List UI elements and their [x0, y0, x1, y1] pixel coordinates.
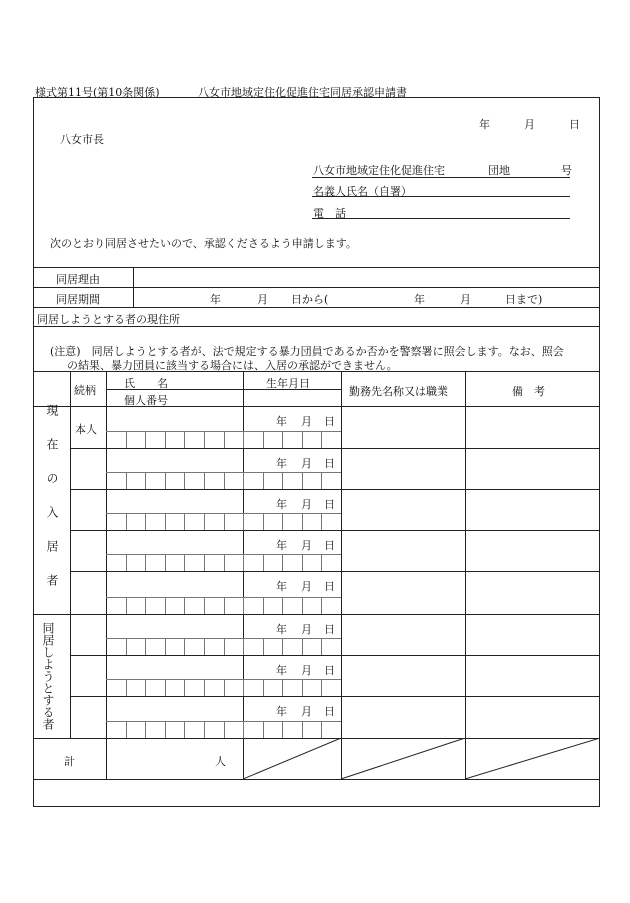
- room-label: 号: [561, 164, 572, 177]
- name-label: 名義人氏名（自署）: [313, 185, 412, 198]
- id-number-cell-divider: [321, 554, 322, 571]
- birth-year-label: 年: [276, 498, 287, 511]
- birth-year-label: 年: [276, 580, 287, 593]
- id-number-cell-divider: [204, 431, 205, 448]
- birth-month-label: 月: [301, 705, 312, 718]
- id-number-cell-divider: [145, 513, 146, 530]
- id-number-cell-divider: [145, 554, 146, 571]
- id-number-cell-divider: [321, 597, 322, 614]
- id-number-cell-divider: [145, 431, 146, 448]
- id-number-cell-divider: [184, 721, 185, 738]
- self-label: 本人: [75, 423, 97, 436]
- id-number-cell-divider: [263, 638, 264, 655]
- id-number-cell-divider: [282, 554, 283, 571]
- housing-underline: [312, 177, 570, 178]
- id-number-cell-divider: [165, 597, 166, 614]
- id-number-cell-divider: [282, 638, 283, 655]
- id-number-cell-divider: [321, 513, 322, 530]
- id-number-cell-divider: [224, 431, 225, 448]
- id-number-cell-divider: [126, 513, 127, 530]
- id-number-cell-divider: [184, 431, 185, 448]
- total-row-slashes: [243, 738, 600, 779]
- id-number-cell-divider: [126, 721, 127, 738]
- id-number-cell-divider: [243, 472, 244, 489]
- id-number-cell-divider: [184, 597, 185, 614]
- phone-underline: [312, 218, 570, 219]
- note-line1: (注意) 同居しようとする者が、法で規定する暴力団員であるか否かを警察署に照会します。なお、照会: [50, 345, 564, 358]
- total-label: 計: [64, 755, 75, 768]
- id-number-cell-divider: [243, 597, 244, 614]
- cohabitants-label: 同居しようとする者: [41, 622, 55, 730]
- birth-day-label: 日: [324, 623, 335, 636]
- id-number-cell-divider: [243, 554, 244, 571]
- id-number-cell-divider: [224, 472, 225, 489]
- id-number-cell-divider: [243, 721, 244, 738]
- id-number-cell-divider: [302, 638, 303, 655]
- date-month: 月: [524, 118, 535, 131]
- id-number-cell-divider: [282, 513, 283, 530]
- id-number-cell-divider: [282, 679, 283, 696]
- birth-month-label: 月: [301, 498, 312, 511]
- id-number-cell-divider: [321, 638, 322, 655]
- id-number-cell-divider: [165, 721, 166, 738]
- name-underline: [312, 196, 570, 197]
- id-number-cell-divider: [126, 554, 127, 571]
- id-number-cell-divider: [282, 431, 283, 448]
- address-label: 同居しようとする者の現住所: [37, 313, 180, 326]
- id-number-cell-divider: [302, 472, 303, 489]
- id-number-cell-divider: [184, 513, 185, 530]
- birth-day-label: 日: [324, 415, 335, 428]
- id-number-cell-divider: [321, 679, 322, 696]
- id-number-cell-divider: [321, 721, 322, 738]
- id-number-cell-divider: [282, 472, 283, 489]
- id-number-cell-divider: [204, 597, 205, 614]
- id-number-cell-divider: [224, 554, 225, 571]
- birth-month-label: 月: [301, 415, 312, 428]
- id-number-cell-divider: [243, 513, 244, 530]
- id-number-cell-divider: [165, 431, 166, 448]
- id-number-cell-divider: [204, 721, 205, 738]
- id-number-cell-divider: [165, 679, 166, 696]
- form-number: 様式第11号(第10条関係): [35, 86, 160, 99]
- birth-year-label: 年: [276, 705, 287, 718]
- id-number-cell-divider: [302, 554, 303, 571]
- id-number-cell-divider: [224, 597, 225, 614]
- persons-label: 人: [215, 755, 226, 768]
- id-number-cell-divider: [282, 597, 283, 614]
- id-number-cell-divider: [204, 513, 205, 530]
- id-number-cell-divider: [224, 638, 225, 655]
- id-number-cell-divider: [282, 721, 283, 738]
- col-id-number: 個人番号: [124, 394, 168, 407]
- id-number-cell-divider: [263, 472, 264, 489]
- id-number-cell-divider: [321, 431, 322, 448]
- id-number-cell-divider: [165, 513, 166, 530]
- col-workplace: 勤務先名称又は職業: [349, 385, 448, 398]
- id-number-cell-divider: [302, 721, 303, 738]
- request-text: 次のとおり同居させたいので、承認くださるよう申請します。: [50, 237, 357, 250]
- id-number-cell-divider: [126, 638, 127, 655]
- id-number-cell-divider: [243, 679, 244, 696]
- id-number-cell-divider: [184, 554, 185, 571]
- id-number-cell-divider: [302, 679, 303, 696]
- phone-label: 電 話: [313, 207, 346, 220]
- id-number-cell-divider: [263, 721, 264, 738]
- id-number-cell-divider: [126, 431, 127, 448]
- id-number-cell-divider: [204, 554, 205, 571]
- birth-day-label: 日: [324, 705, 335, 718]
- id-number-cell-divider: [321, 472, 322, 489]
- id-number-cell-divider: [224, 513, 225, 530]
- birth-year-label: 年: [276, 539, 287, 552]
- id-number-cell-divider: [184, 679, 185, 696]
- birth-year-label: 年: [276, 457, 287, 470]
- id-number-cell-divider: [145, 721, 146, 738]
- id-number-cell-divider: [263, 597, 264, 614]
- period-label: 同居期間: [56, 293, 100, 306]
- birth-year-label: 年: [276, 623, 287, 636]
- id-number-cell-divider: [145, 597, 146, 614]
- date-year: 年: [479, 118, 490, 131]
- id-number-cell-divider: [165, 472, 166, 489]
- birth-month-label: 月: [301, 539, 312, 552]
- form-frame: [33, 97, 600, 807]
- id-number-cell-divider: [302, 597, 303, 614]
- birth-month-label: 月: [301, 457, 312, 470]
- col-name: 氏 名: [124, 377, 168, 390]
- reason-label: 同居理由: [56, 273, 100, 286]
- birth-year-label: 年: [276, 664, 287, 677]
- birth-month-label: 月: [301, 623, 312, 636]
- current-residents-label: 現在の入居者: [45, 404, 59, 608]
- id-number-cell-divider: [145, 472, 146, 489]
- id-number-cell-divider: [302, 431, 303, 448]
- id-number-cell-divider: [184, 472, 185, 489]
- id-number-cell-divider: [243, 431, 244, 448]
- id-number-cell-divider: [302, 513, 303, 530]
- id-number-cell-divider: [243, 638, 244, 655]
- birth-day-label: 日: [324, 580, 335, 593]
- id-number-cell-divider: [204, 472, 205, 489]
- birth-day-label: 日: [324, 664, 335, 677]
- housing-name: 八女市地域定住化促進住宅: [313, 164, 445, 177]
- note-line2: の結果、暴力団員に該当する場合には、入居の承認ができません。: [67, 359, 398, 372]
- danchi-label: 団地: [488, 164, 510, 177]
- id-number-cell-divider: [224, 679, 225, 696]
- col-birth: 生年月日: [266, 377, 310, 390]
- id-number-cell-divider: [184, 638, 185, 655]
- col-relation: 続柄: [74, 384, 96, 397]
- birth-month-label: 月: [301, 664, 312, 677]
- birth-day-label: 日: [324, 539, 335, 552]
- date-day: 日: [569, 118, 580, 131]
- addressee: 八女市長: [60, 133, 104, 146]
- id-number-cell-divider: [224, 721, 225, 738]
- id-number-cell-divider: [263, 513, 264, 530]
- id-number-cell-divider: [145, 638, 146, 655]
- id-number-cell-divider: [165, 638, 166, 655]
- id-number-cell-divider: [126, 472, 127, 489]
- form-title: 八女市地域定住化促進住宅同居承認申請書: [198, 86, 407, 99]
- id-number-cell-divider: [145, 679, 146, 696]
- birth-year-label: 年: [276, 415, 287, 428]
- birth-month-label: 月: [301, 580, 312, 593]
- id-number-cell-divider: [165, 554, 166, 571]
- col-remarks: 備 考: [512, 385, 545, 398]
- id-number-cell-divider: [126, 679, 127, 696]
- id-number-cell-divider: [126, 597, 127, 614]
- id-number-cell-divider: [263, 679, 264, 696]
- id-number-cell-divider: [263, 431, 264, 448]
- id-number-cell-divider: [204, 638, 205, 655]
- id-number-cell-divider: [204, 679, 205, 696]
- birth-day-label: 日: [324, 498, 335, 511]
- id-number-cell-divider: [263, 554, 264, 571]
- birth-day-label: 日: [324, 457, 335, 470]
